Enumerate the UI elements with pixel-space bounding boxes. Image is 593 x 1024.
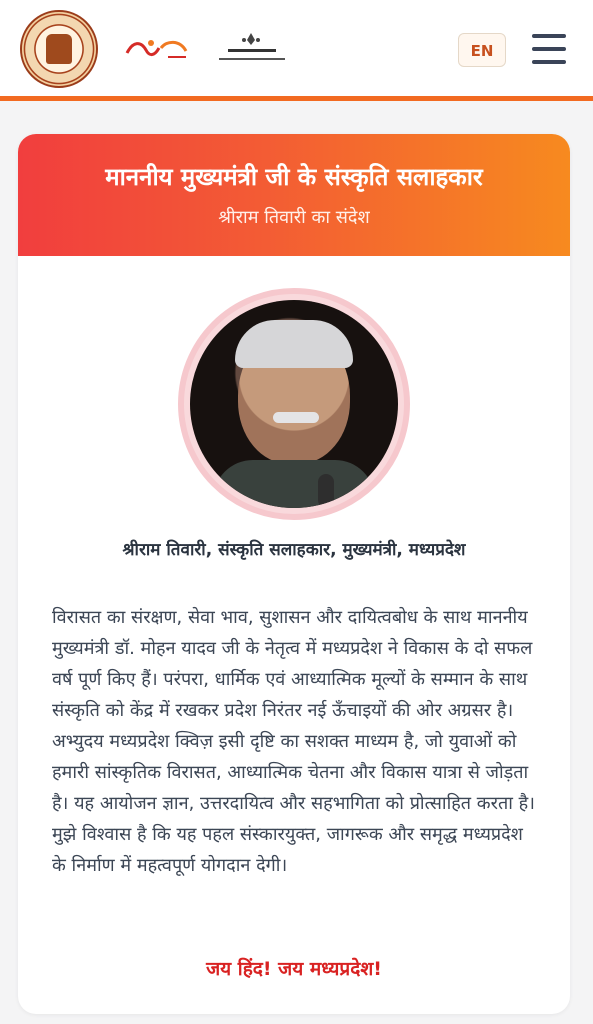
portrait-mustache	[273, 412, 319, 423]
emblem-center-mark	[46, 34, 72, 64]
hamburger-menu-icon[interactable]	[532, 34, 566, 64]
card-header	[18, 134, 570, 256]
card-title: माननीय मुख्यमंत्री जी के संस्कृति सलाहकार	[105, 163, 483, 191]
microphone-icon	[318, 474, 334, 508]
council-logo-icon[interactable]	[215, 30, 289, 64]
advisor-portrait	[190, 300, 398, 508]
card-subtitle: श्रीराम तिवारी का संदेश	[218, 207, 370, 228]
virasat-logo-icon[interactable]	[123, 32, 195, 70]
portrait-shirt	[213, 460, 375, 508]
portrait-frame	[178, 288, 410, 520]
advisor-message-card	[18, 134, 570, 1014]
language-toggle-button[interactable]: EN	[458, 33, 506, 67]
header-accent-border	[0, 96, 593, 101]
closing-slogan: जय हिंद! जय मध्यप्रदेश!	[206, 958, 382, 980]
advisor-message-text: विरासत का संरक्षण, सेवा भाव, सुशासन और दायित्वबोध के साथ माननीय मुख्यमंत्री डॉ. मोहन यादव जी के नेतृत्व में मध्यप्रदेश ने विकास के दो सफल वर्ष पूर्ण किए हैं। परंपरा, धार्मिक एवं आध्यात्मिक मूल्यों के सम्मान के साथ संस्कृति को केंद्र में रखकर प्रदेश निरंतर नई ऊँचाइयों की ओर अग्रसर है। अभ्युदय मध्यप्रदेश क्विज़ इसी दृष्टि का सशक्त माध्यम है, जो युवाओं को हमारी सांस्कृतिक विरासत, आध्यात्मिक चेतना और विकास यात्रा से जोड़ता है। यह आयोजन ज्ञान, उत्तरदायित्व और सहभागिता को प्रोत्साहित करता है। मुझे विश्वास है कि यह पहल संस्कारयुक्त, जागरूक और समृद्ध मध्यप्रदेश के निर्माण में महत्वपूर्ण योगदान देगी।	[52, 607, 535, 876]
top-navigation-bar	[0, 0, 593, 97]
advisor-caption: श्रीराम तिवारी, संस्कृति सलाहकार, मुख्यमंत्री, मध्यप्रदेश	[122, 540, 466, 560]
portrait-hair	[235, 320, 353, 368]
state-emblem-icon[interactable]	[20, 10, 98, 88]
